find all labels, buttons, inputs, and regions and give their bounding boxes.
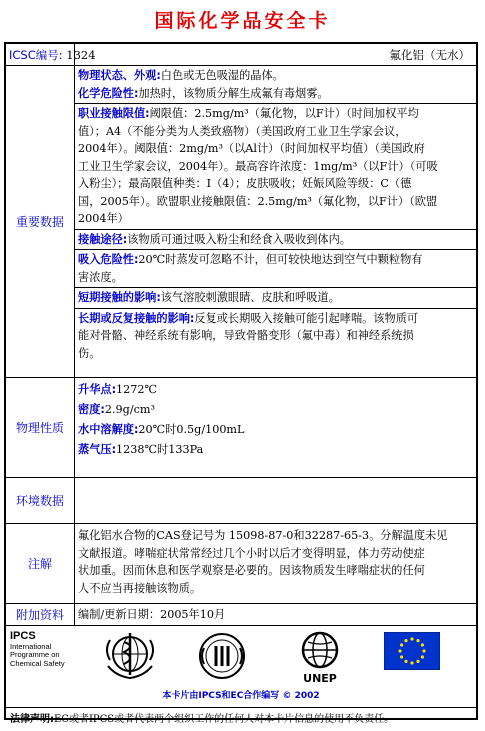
eu-star-icon — [421, 643, 424, 646]
eu-star-icon — [416, 639, 419, 642]
physical-properties-row — [6, 378, 476, 478]
ipcs-line: International — [10, 641, 52, 651]
who-emblem-icon — [102, 630, 158, 682]
eu-star-icon — [410, 661, 413, 664]
chemical-name: 氟化铝（无水） — [389, 48, 470, 62]
important-data-label: 重要数据 — [6, 66, 75, 377]
inhalation-risk-label: 吸入危险性: — [78, 253, 139, 266]
eu-star-icon — [404, 660, 407, 663]
long-term-line: 反复或长期吸入接触可能引起哮喘。该物质可 — [194, 311, 419, 325]
unep-globe-icon — [300, 630, 340, 670]
eu-star-icon — [404, 639, 407, 642]
chemical-hazard-text: 加热时，该物质分解生成氟有毒烟雾。 — [138, 86, 329, 100]
eu-star-icon — [400, 655, 403, 658]
card-title: 国际化学品安全卡 — [154, 10, 331, 32]
oel-line: 2004年） — [78, 212, 129, 225]
physical-properties-label: 物理性质 — [6, 378, 75, 477]
exposure-route-block — [75, 229, 476, 250]
long-term-block — [75, 308, 476, 364]
oel-line: 2004年）。阈限值：2mg/m³（以Al计）（时间加权平均值）（美国政府 — [78, 142, 425, 155]
extra-info-text: 编制/更新日期：2005年10月 — [78, 608, 226, 621]
eu-star-icon — [416, 660, 419, 663]
icsc-code — [9, 47, 96, 63]
long-term-line: 能对骨骼、神经系统有影响，导致骨骼变形（氟中毒）和神经系统损 — [78, 329, 414, 342]
notes-row — [6, 524, 476, 604]
ipcs-abbr: IPCS — [10, 630, 36, 642]
important-data-row — [6, 66, 476, 378]
solubility-value: 20℃时0.5g/100mL — [138, 423, 245, 436]
ilo-emblem-icon — [196, 630, 248, 682]
oel-line: 入粉尘）；最高限值种类：I（4）；皮肤吸收；妊娠风险等级：C（德 — [78, 177, 412, 190]
exposure-route-label: 接触途径: — [78, 232, 128, 246]
density-value: 2.9g/cm³ — [104, 403, 155, 416]
exposure-route-text: 该物质可通过吸入粉尘和经食入吸收到体内。 — [127, 232, 351, 246]
oel-line: 阈限值：2.5mg/m³（氟化物，以F计）（时间加权平均 — [149, 107, 419, 120]
oel-label: 职业接触限值: — [78, 107, 150, 120]
eu-star-icon — [398, 649, 401, 652]
important-data-content — [75, 66, 476, 377]
notes-line: 氟化铝水合物的CAS登记号为 15098-87-0和32287-65-3。分解温度未见 — [78, 529, 448, 542]
long-term-label: 长期或反复接触的影响: — [78, 311, 195, 325]
icsc-code-value: 1324 — [66, 48, 96, 62]
physical-properties-content — [75, 378, 476, 477]
notes-content — [75, 524, 476, 603]
legal-label: 法律声明: — [10, 714, 54, 725]
environment-row — [6, 478, 476, 524]
extra-info-row — [6, 604, 476, 626]
unep-text: UNEP — [303, 672, 337, 685]
oel-line: 值）；A4（不能分类为人类致癌物）（美国政府工业卫生学家会议， — [78, 124, 407, 138]
ipcs-line: Chemical Safety — [10, 658, 65, 668]
icsc-card — [4, 42, 478, 725]
cooperation-footer: 本卡片由IPCS和EC合作编写 © 2002 — [162, 691, 320, 701]
notes-line: 状加重。因而休息和医学观察是必要的。因该物质发生哮喘症状的任何 — [78, 564, 425, 577]
sublimation-label: 升华点: — [78, 383, 117, 396]
eu-star-icon — [422, 649, 425, 652]
vapor-pressure-label: 蒸气压: — [78, 443, 117, 456]
notes-label: 注解 — [6, 524, 75, 603]
ipcs-line: Programme on — [10, 650, 60, 659]
unep-logo — [296, 630, 344, 685]
eu-star-icon — [410, 637, 413, 640]
chemical-hazard-label: 化学危险性: — [78, 86, 139, 100]
header-row — [6, 44, 476, 66]
short-term-block — [75, 287, 476, 308]
icsc-code-label: ICSC编号: — [9, 48, 63, 62]
header-divider — [74, 44, 75, 65]
notes-line: 文献报道。哮喘症状常常经过几个小时以后才变得明显，体力劳动使症 — [78, 546, 425, 560]
notes-line: 人不应当再接触该物质。 — [78, 581, 202, 595]
oel-line: 工业卫生学家会议，2004年）。最高容许浓度：1mg/m³（以F计）（可吸 — [78, 159, 438, 173]
vapor-pressure-value: 1238℃时133Pa — [116, 443, 204, 456]
legal-notice — [10, 710, 394, 725]
inhalation-risk-block — [75, 249, 476, 287]
physical-state-text: 白色或无色吸湿的晶体。 — [160, 69, 284, 82]
eu-star-icon — [400, 643, 403, 646]
ipcs-logo — [10, 632, 65, 668]
logo-bar — [6, 626, 476, 708]
oel-block — [75, 103, 476, 229]
eu-flag-icon — [384, 632, 440, 670]
sublimation-value: 1272℃ — [116, 383, 158, 396]
environment-label: 环境数据 — [6, 478, 75, 523]
eu-star-icon — [421, 655, 424, 658]
inhalation-risk-line: 害浓度。 — [78, 270, 123, 284]
long-term-line: 伤。 — [78, 346, 101, 360]
inhalation-risk-line: 20℃时蒸发可忽略不计，但可较快地达到空气中颗粒物有 — [138, 253, 423, 266]
short-term-label: 短期接触的影响: — [78, 291, 161, 304]
oel-line: 国，2005年）。欧盟职业接触限值：2.5mg/m³（氟化物，以F计）（欧盟 — [78, 194, 438, 208]
extra-info-label: 附加资料 — [6, 604, 75, 625]
density-label: 密度: — [78, 403, 105, 416]
solubility-label: 水中溶解度: — [78, 423, 139, 436]
legal-text: EC或者IPCS或者代表两个组织工作的任何人对本卡片信息的使用不负责任。 — [54, 714, 395, 725]
physical-state-label: 物理状态、外观: — [78, 69, 161, 82]
physical-state-block — [75, 66, 476, 103]
short-term-text: 该气溶胶刺激眼睛、皮肤和呼吸道。 — [160, 291, 340, 304]
